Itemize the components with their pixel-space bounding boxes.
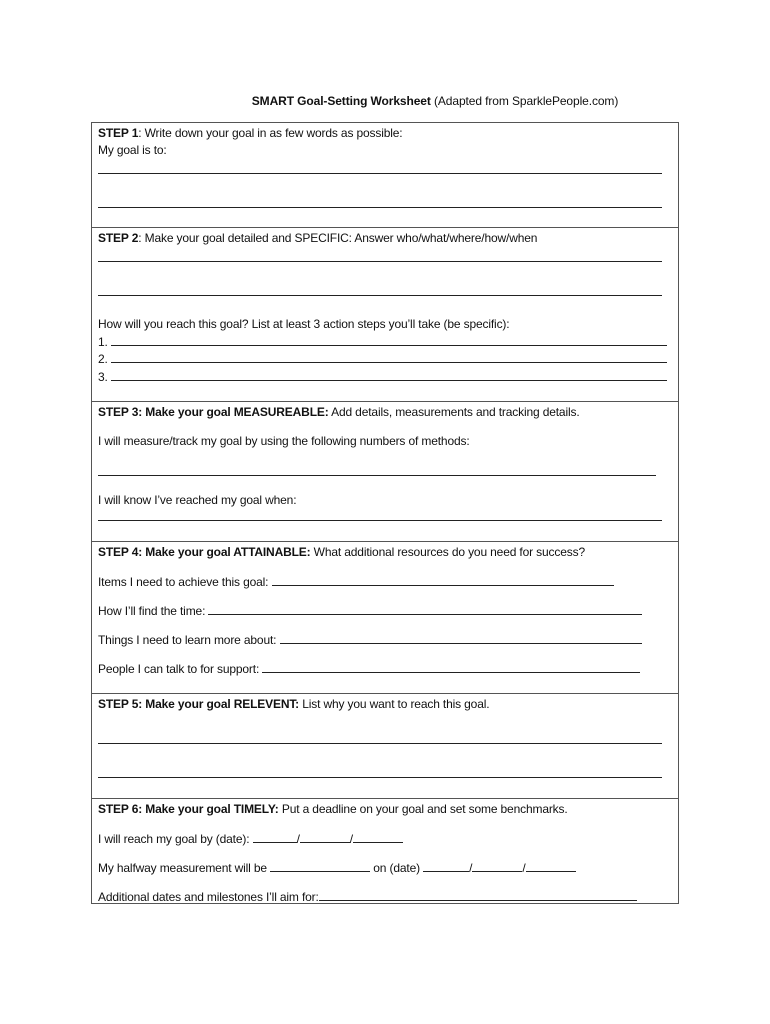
step-6-instruction: Put a deadline on your goal and set some benchmarks. (278, 802, 568, 816)
resource-row-time (98, 603, 642, 618)
step-6-heading (98, 802, 568, 816)
title-source: (Adapted from SparklePeople.com) (430, 94, 619, 108)
step-5-section (92, 694, 678, 799)
deadline-day-blank[interactable] (300, 831, 350, 843)
step-2-prompt: How will you reach this goal? List at least 3 action steps you’ll take (be specific): (98, 317, 510, 331)
action-step-1 (98, 334, 667, 349)
specific-line-1[interactable] (98, 261, 662, 262)
specific-line-2[interactable] (98, 295, 662, 296)
step-3-heading (98, 405, 580, 419)
resource-row-items (98, 574, 614, 589)
action-step-2-number: 2. (98, 352, 108, 366)
relevant-line-2[interactable] (98, 777, 662, 778)
worksheet-title (0, 94, 770, 108)
reached-line[interactable] (98, 520, 662, 521)
action-step-2-blank[interactable] (111, 351, 667, 363)
step-2-heading (98, 231, 537, 245)
halfway-month-blank[interactable] (423, 860, 469, 872)
step-1-prompt: My goal is to: (98, 143, 167, 157)
step-4-label: STEP 4: Make your goal ATTAINABLE: (98, 545, 311, 559)
step-5-instruction: List why you want to reach this goal. (299, 697, 490, 711)
resource-label-items: Items I need to achieve this goal: (98, 575, 269, 589)
milestones-blank[interactable] (319, 889, 637, 901)
action-step-1-number: 1. (98, 335, 108, 349)
resource-blank-support[interactable] (262, 661, 640, 673)
step-6-label: STEP 6: Make your goal TIMELY: (98, 802, 279, 816)
step-5-heading (98, 697, 489, 711)
resource-row-support (98, 661, 640, 676)
step-1-label: STEP 1 (98, 126, 139, 140)
halfway-year-blank[interactable] (526, 860, 576, 872)
step-5-label: STEP 5: Make your goal RELEVENT: (98, 697, 300, 711)
halfway-date-label: on (date) (373, 861, 420, 875)
action-step-3-number: 3. (98, 370, 108, 384)
relevant-line-1[interactable] (98, 743, 662, 744)
action-step-3 (98, 369, 667, 384)
worksheet-table (91, 122, 679, 904)
milestones-label: Additional dates and milestones I’ll aim for: (98, 890, 319, 904)
step-3-prompt-2: I will know I’ve reached my goal when: (98, 493, 297, 507)
step-1-instruction: : Write down your goal in as few words as possible: (138, 126, 403, 140)
title-bold: SMART Goal-Setting Worksheet (251, 94, 431, 108)
deadline-year-blank[interactable] (353, 831, 403, 843)
step-1-heading (98, 126, 403, 140)
action-step-1-blank[interactable] (111, 334, 667, 346)
step-3-instruction: Add details, measurements and tracking details. (328, 405, 580, 419)
step-6-section (92, 799, 678, 903)
step-3-label: STEP 3: Make your goal MEASUREABLE: (98, 405, 329, 419)
deadline-row: I will reach my goal by (date): / / (98, 831, 403, 846)
halfway-label: My halfway measurement will be (98, 861, 267, 875)
step-3-prompt-1: I will measure/track my goal by using the following numbers of methods: (98, 434, 470, 448)
step-4-heading (98, 545, 585, 559)
resource-blank-learn[interactable] (280, 632, 642, 644)
step-4-section (92, 542, 678, 694)
action-step-3-blank[interactable] (111, 369, 667, 381)
milestones-row (98, 889, 637, 904)
step-1-section (92, 123, 678, 228)
resource-blank-time[interactable] (208, 603, 642, 615)
step-2-label: STEP 2 (98, 231, 139, 245)
step-3-section (92, 402, 678, 542)
deadline-label: I will reach my goal by (date): (98, 832, 250, 846)
goal-line-2[interactable] (98, 207, 662, 208)
halfway-measurement-blank[interactable] (270, 860, 370, 872)
action-step-2 (98, 351, 667, 366)
halfway-row: My halfway measurement will be on (date) / / (98, 860, 576, 875)
deadline-month-blank[interactable] (253, 831, 297, 843)
resource-label-time: How I’ll find the time: (98, 604, 206, 618)
measure-line[interactable] (98, 475, 656, 476)
halfway-day-blank[interactable] (472, 860, 522, 872)
step-2-section (92, 228, 678, 402)
resource-row-learn (98, 632, 642, 647)
step-4-instruction: What additional resources do you need for success? (310, 545, 585, 559)
step-2-instruction: : Make your goal detailed and SPECIFIC: Answer who/what/where/how/when (138, 231, 538, 245)
resource-label-learn: Things I need to learn more about: (98, 633, 277, 647)
goal-line-1[interactable] (98, 173, 662, 174)
resource-label-support: People I can talk to for support: (98, 662, 260, 676)
resource-blank-items[interactable] (272, 574, 614, 586)
